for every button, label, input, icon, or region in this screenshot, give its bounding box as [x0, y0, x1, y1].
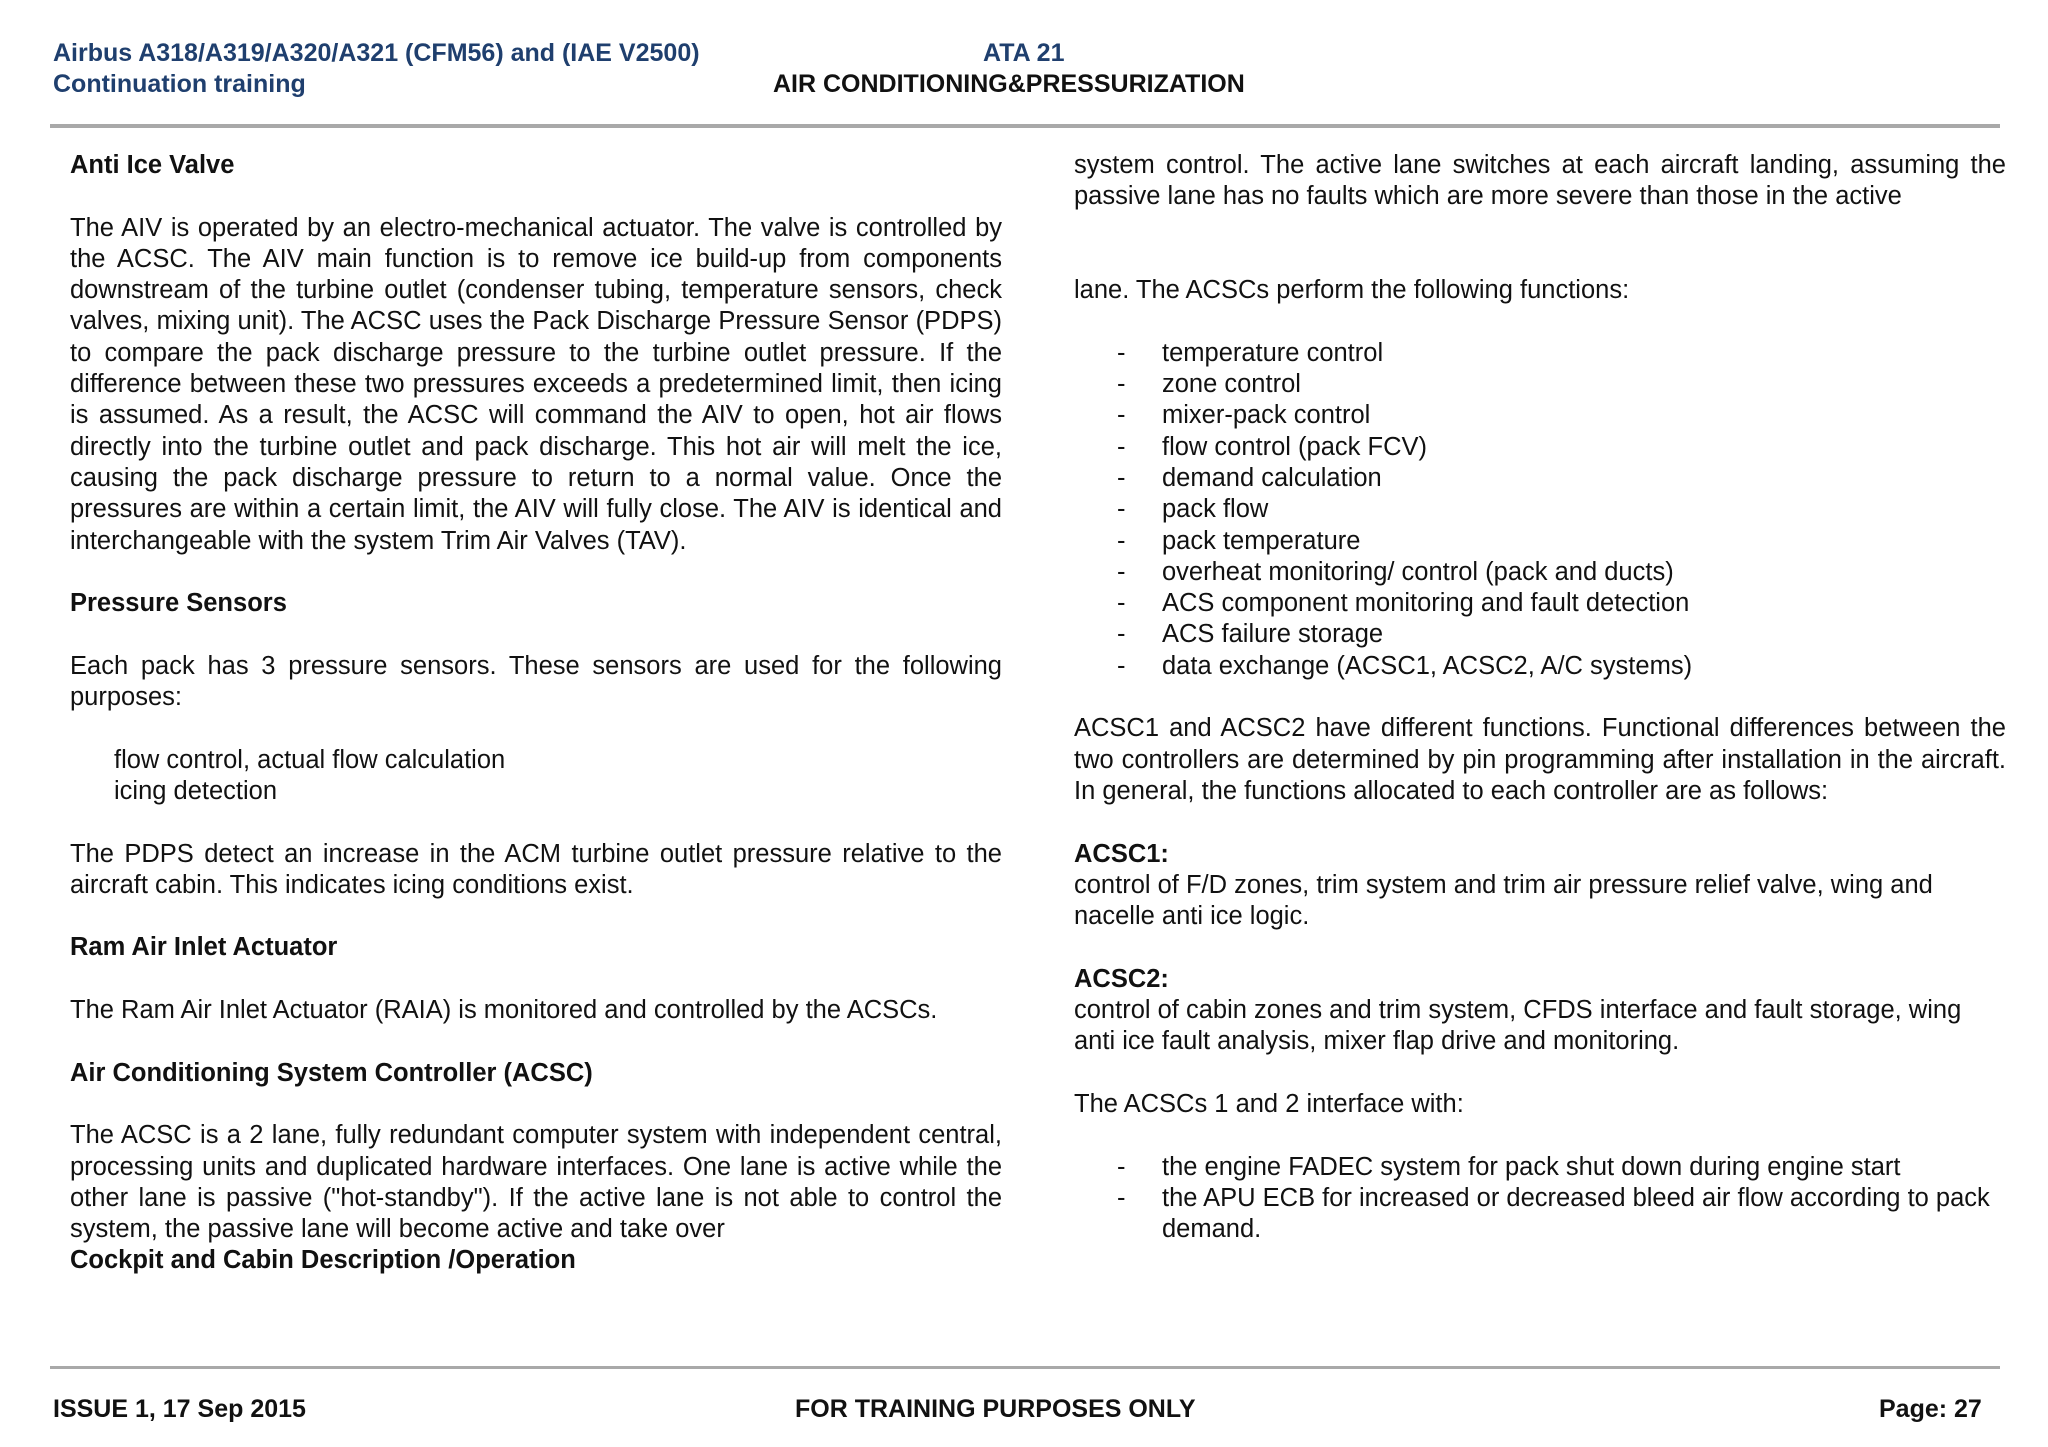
paragraph-pdps: The PDPS detect an increase in the ACM turbine outlet pressure relative to the aircraft cabin. This indicates icing conditions exist. [70, 839, 1002, 899]
paragraph-acsc: The ACSC is a 2 lane, fully redundant computer system with independent central, processing units and duplicated hardware interfaces. One lane is active while the other lane is passive ("hot-standby"). If the active lane is not able to control the system, the passive lane will become active and take over [70, 1121, 1002, 1244]
document-title: Airbus A318/A319/A320/A321 (CFM56) and (IAE V2500) [53, 39, 700, 67]
list-item: - flow control (pack FCV) [1117, 432, 1427, 461]
list-item: - ACS component monitoring and fault detection [1117, 589, 1690, 618]
paragraph-anti-ice-valve: The AIV is operated by an electro-mechanical actuator. The valve is controlled by the ACSC. The AIV main function is to remove ice build-up from components downstream of the turbine outlet (condenser tubing, temperature sensors, check valves, mixing unit). The ACSC uses the Pack Discharge Pressure Sensor (PDPS) to compare the pack discharge pressure to the turbine outlet pressure. If the difference between these two pressures exceeds a predetermined limit, then icing is assumed. As a result, the ACSC will command the AIV to open, hot air flows directly into the turbine outlet and pack discharge. This hot air will melt the ice, causing the pack discharge pressure to return to a normal value. Once the pressures are within a certain limit, the AIV will fully close. The AIV is identical and interchangeable with the system Trim Air Valves (TAV). [70, 213, 1002, 555]
section-heading-anti-ice-valve: Anti Ice Valve [70, 151, 235, 179]
section-heading-ram-air-inlet: Ram Air Inlet Actuator [70, 933, 338, 962]
paragraph-ram-air-inlet: The Ram Air Inlet Actuator (RAIA) is monitored and controlled by the ACSCs. [70, 996, 938, 1025]
purpose-item: flow control, actual flow calculation [114, 745, 506, 774]
list-item: - the APU ECB for increased or decreased bleed air flow according to pack demand. [1117, 1183, 1990, 1244]
interface-list [1074, 1152, 2006, 1246]
list-item: - the engine FADEC system for pack shut down during engine start [1117, 1152, 1901, 1181]
footer-divider [50, 1366, 2000, 1369]
section-heading-acsc1: ACSC1: [1074, 839, 1169, 868]
list-item: - pack temperature [1117, 526, 1361, 555]
list-item: - zone control [1117, 370, 1301, 399]
paragraph-pressure-sensors: Each pack has 3 pressure sensors. These sensors are used for the following purposes: [70, 651, 1002, 712]
purpose-item: icing detection [114, 776, 278, 805]
paragraph-acsc1: control of F/D zones, trim system and trim air pressure relief valve, wing and nacelle anti ice logic. [1074, 870, 1933, 931]
paragraph-lane-functions: lane. The ACSCs perform the following functions: [1074, 276, 1630, 305]
list-item: - demand calculation [1117, 463, 1382, 492]
chapter-title: AIR CONDITIONING&PRESSURIZATION [773, 70, 1245, 98]
paragraph-acsc2: control of cabin zones and trim system, CFDS interface and fault storage, wing anti ice fault analysis, mixer flap drive and monitoring. [1074, 996, 1962, 1056]
section-heading-acsc2: ACSC2: [1074, 964, 1169, 993]
list-item: - data exchange (ACSC1, ACSC2, A/C systems) [1117, 651, 1693, 680]
left-column [70, 150, 1002, 1277]
section-heading-pressure-sensors: Pressure Sensors [70, 589, 287, 618]
page-number: Page: 27 [1879, 1395, 1982, 1423]
paragraph-functional-differences: ACSC1 and ACSC2 have different functions. Functional differences between the two controllers are determined by pin programming after installation in the aircraft. In general, the functions allocated to each controller are as follows: [1074, 714, 2006, 805]
training-notice: FOR TRAINING PURPOSES ONLY [795, 1395, 1196, 1423]
issue-date: ISSUE 1, 17 Sep 2015 [53, 1395, 306, 1423]
document-subtitle: Continuation training [53, 70, 306, 98]
right-column [1074, 150, 2006, 1245]
header-divider [50, 124, 2000, 128]
paragraph-continuation: system control. The active lane switches at each aircraft landing, assuming the passive lane has no faults which are more severe than those in the active [1074, 151, 2006, 211]
section-heading-acsc: Air Conditioning System Controller (ACSC) [70, 1058, 593, 1087]
paragraph-interfaces: The ACSCs 1 and 2 interface with: [1074, 1089, 1464, 1118]
list-item: - mixer-pack control [1117, 401, 1371, 430]
list-item: - pack flow [1117, 495, 1269, 524]
list-item: - temperature control [1117, 338, 1384, 367]
acsc-function-list [1074, 338, 2006, 682]
section-label: Cockpit and Cabin Description /Operation [70, 1246, 576, 1275]
list-item: - overheat monitoring/ control (pack and ducts) [1117, 557, 1674, 586]
list-item: - ACS failure storage [1117, 620, 1384, 649]
chapter-number: ATA 21 [983, 39, 1065, 67]
